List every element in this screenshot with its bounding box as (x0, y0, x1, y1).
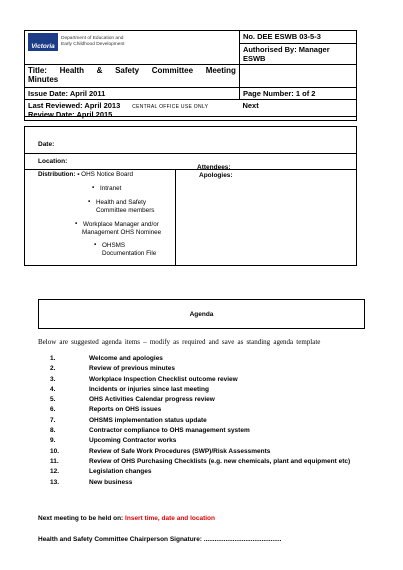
title-word: Meeting (205, 66, 236, 75)
agenda-intro: Below are suggested agenda items – modify as required and save as standing agenda template (38, 338, 321, 346)
item-text: Reports on OHS issues (89, 406, 162, 414)
bullet-icon: ▪ (88, 198, 91, 205)
next-meeting-row (38, 515, 215, 522)
distribution-item: Documentation File (102, 250, 157, 257)
item-text: OHSMS implementation status update (89, 416, 207, 424)
doc-meta-cell (239, 31, 356, 65)
title-row (28, 66, 236, 75)
blank-cell (239, 65, 356, 88)
item-number: 13. (50, 478, 60, 486)
item-number: 12. (50, 468, 60, 476)
victoria-logo: Victoria (28, 33, 58, 51)
item-number: 10. (50, 447, 60, 455)
item-number: 7. (50, 416, 56, 424)
item-number: 11. (50, 457, 59, 465)
bullet-icon: ▪ (94, 241, 97, 248)
bullet-icon: ▪ (75, 220, 78, 227)
item-number: 8. (50, 427, 56, 435)
item-text: OHS Activities Calendar progress review (89, 396, 215, 404)
distribution-item: Health and Safety (96, 199, 147, 206)
next-word-visible: Next (242, 101, 259, 110)
bullet-icon: ▪ (77, 171, 82, 178)
title-word: & (96, 66, 103, 75)
title-word: Health (59, 66, 85, 75)
department-name (61, 36, 124, 48)
title-label: Title: (28, 66, 47, 75)
bullet-icon: ▪ (92, 184, 95, 191)
meeting-details-box (24, 126, 357, 266)
item-number: 9. (50, 437, 56, 445)
item-number: 3. (50, 375, 56, 383)
item-text: Legislation changes (89, 468, 152, 476)
review-cell (25, 100, 240, 121)
document-header-table (24, 30, 357, 121)
attendees-label: Attendees: (197, 164, 231, 171)
last-reviewed: Last Reviewed: April 2013 (28, 101, 121, 110)
title-cell (25, 65, 240, 88)
issue-date: Issue Date: April 2011 (25, 88, 240, 100)
item-text: Review of previous minutes (89, 365, 175, 373)
item-text: Review of OHS Purchasing Checklists (e.g. new chemicals, plant and equipment etc) (89, 457, 351, 465)
agenda-heading: Agenda (189, 310, 214, 318)
distribution-item: Workplace Manager and/or (83, 221, 159, 228)
date-line (25, 153, 356, 154)
item-text: Upcoming Contractor works (89, 437, 177, 445)
authorised-by: Authorised By: Manager ESWB (242, 45, 330, 63)
central-office-note: CENTRAL OFFICE USE ONLY (132, 104, 209, 110)
item-number: 6. (50, 406, 56, 414)
next-meeting-placeholder[interactable]: Insert time, date and location (125, 515, 215, 522)
item-text: Contractor compliance to OHS management system (89, 427, 250, 435)
last-reviewed-row (28, 101, 236, 110)
distribution-item: Committee members (96, 207, 155, 214)
title-word: Committee (151, 66, 194, 75)
doc-number: No. DEE ESWB 03-5-3 (240, 31, 356, 44)
section-divider (24, 116, 357, 117)
agenda-heading-box (38, 299, 365, 329)
dept-line-2: Early Childhood Development (61, 42, 125, 47)
logo-cell (25, 31, 240, 65)
title-line-2: Minutes (28, 75, 59, 84)
distribution-item: Intranet (100, 185, 122, 192)
chairperson-signature[interactable]: Health and Safety Committee Chairperson Signature: ........................................... (38, 536, 282, 543)
item-number: 1. (50, 355, 56, 362)
item-text: Welcome and apologies (89, 355, 163, 362)
item-number: 5. (50, 396, 56, 404)
review-cell-right (239, 100, 356, 121)
item-number: 2. (50, 365, 56, 373)
review-date: Review Date: April 2015 (28, 110, 113, 119)
next-meeting-label: Next meeting to be held on: (38, 515, 124, 522)
column-divider (175, 169, 176, 265)
page-number: Page Number: 1 of 2 (239, 88, 356, 100)
distribution-label: Distribution: (38, 171, 76, 178)
item-text: Review of Safe Work Procedures (SWP)/Risk Assessments (89, 447, 271, 455)
title-word: Safety (115, 66, 140, 75)
location-line (25, 169, 356, 170)
item-text: Incidents or injuries since last meeting (89, 385, 209, 393)
item-text: New business (89, 478, 133, 486)
date-label: Date: (38, 141, 55, 148)
distribution-row (38, 171, 133, 179)
distribution-item: OHSMS (102, 242, 126, 249)
dept-line-1: Department of Education and (61, 36, 124, 41)
item-text: Workplace Inspection Checklist outcome review (89, 375, 238, 383)
item-number: 4. (50, 385, 56, 393)
apologies-label: Apologies: (199, 172, 233, 179)
location-label: Location: (38, 158, 68, 165)
distribution-item: Management OHS Nominee (82, 229, 162, 236)
distribution-item: OHS Notice Board (81, 171, 133, 178)
